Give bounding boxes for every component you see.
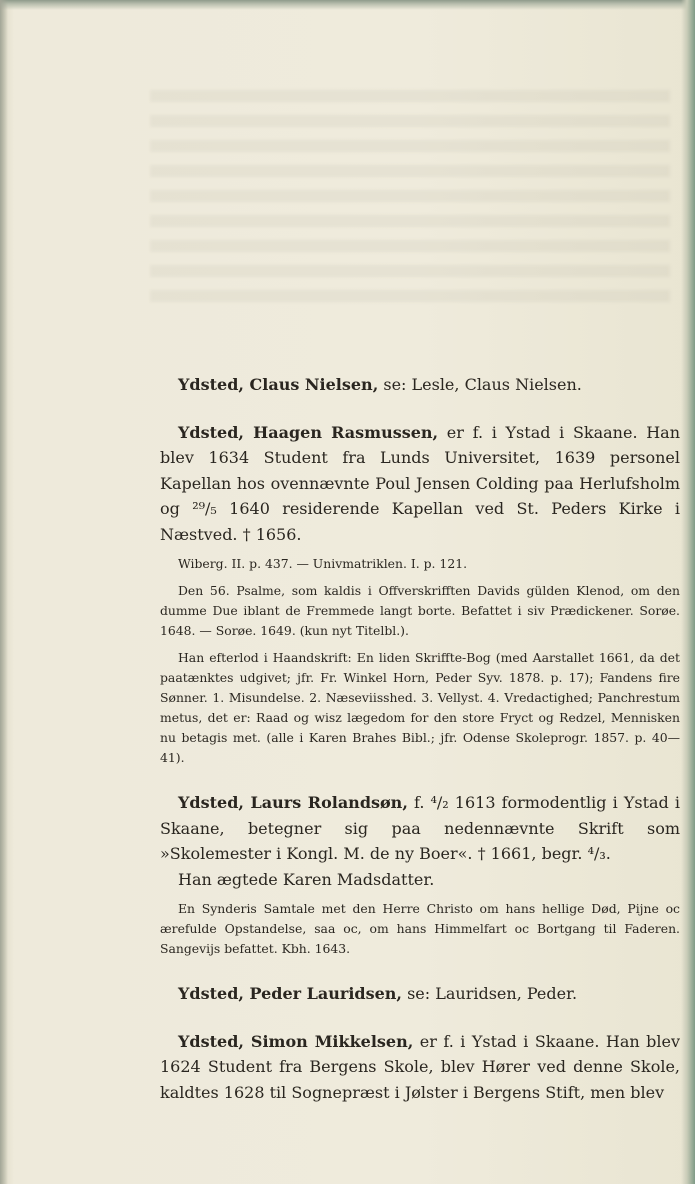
page-left-edge — [0, 0, 8, 1184]
bleed-through-text — [150, 90, 670, 310]
entry-note: Den 56. Psalme, som kaldis i Offverskrifften Davids gülden Klenod, om den dumme Due iblant de Fremmede langt borte. Befattet i siv Prædickener. Sorøe. 1648. — Sorøe. 1649. (kun nyt Titelbl.). — [160, 583, 680, 638]
entry-claus-nielsen — [160, 372, 680, 398]
entry-extra: Han ægtede Karen Madsdatter. — [178, 869, 435, 889]
entry-heading: Ydsted, Claus Nielsen, — [178, 375, 379, 394]
entry-note: Wiberg. II. p. 437. — Univmatriklen. I. p. 121. — [178, 556, 468, 571]
entry-heading: Ydsted, Peder Lauridsen, — [178, 984, 402, 1003]
entry-haagen-rasmussen — [160, 420, 680, 548]
entry-body: er f. i Ystad i Skaane. Han blev 1624 Student fra Bergens Skole, blev Hører ved denne Skole, kaldtes 1628 til Sognepræst i Jølster i Bergens Stift, men blev — [160, 1031, 681, 1102]
entry-laurs-rolandson — [160, 790, 680, 867]
entry-simon-mikkelsen — [160, 1029, 680, 1106]
page-right-edge — [681, 0, 695, 1184]
page-content — [160, 372, 680, 1105]
entry-heading: Ydsted, Haagen Rasmussen, — [178, 422, 439, 442]
entry-body: se: Lauridsen, Peder. — [402, 984, 578, 1003]
entry-body: f. ⁴/₂ 1613 formodentlig i Ystad i Skaane, betegner sig paa nedennævnte Skrift som »Skolemester i Kongl. M. de ny Boer«. † 1661, begr. ⁴/₃. — [160, 793, 681, 863]
entry-note: Han efterlod i Haandskrift: En liden Skriffte-Bog (med Aarstallet 1661, da det paatænktes udgivet; jfr. Fr. Winkel Horn, Peder Syv. 1878. p. 17); Fandens fire Sønner. 1. Misundelse. 2. Næseviisshed. 3. Vellyst. 4. Vredactighed; Panchrestum metus, det er: Raad og wisz lægedom for den store Fryct og Redzel, Mennisken nu betagis met. (alle i Karen Brahes Bibl.; jfr. Odense Skoleprogr. 1857. p. 40—41). — [160, 650, 680, 765]
entry-body: se: Lesle, Claus Nielsen. — [378, 375, 582, 394]
page-top-edge — [0, 0, 695, 10]
entry-heading: Ydsted, Simon Mikkelsen, — [178, 1031, 414, 1051]
entry-peder-lauridsen — [160, 981, 680, 1007]
entry-body: er f. i Ystad i Skaane. Han blev 1634 Student fra Lunds Universitet, 1639 personel Kapellan hos ovennævnte Poul Jensen Colding paa Herlufsholm og ²⁹/₅ 1640 residerende Kapellan ved St. Peders Kirke i Næstved. † 1656. — [160, 422, 681, 544]
entry-note: En Synderis Samtale met den Herre Christo om hans hellige Død, Pijne oc ærefulde Opstandelse, saa oc, om hans Himmelfart oc Bortgang til Faderen. Sangevijs befattet. Kbh. 1643. — [160, 901, 680, 956]
entry-heading: Ydsted, Laurs Rolandsøn, — [178, 793, 408, 812]
